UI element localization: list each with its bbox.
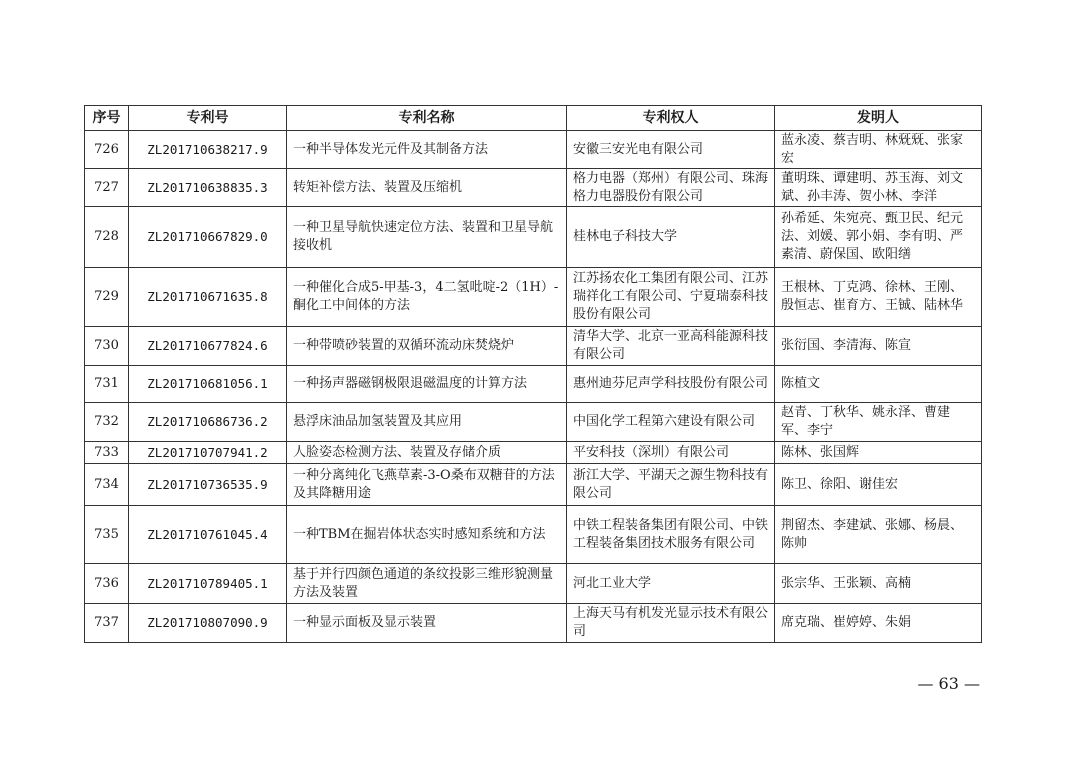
page-number: — 63 —	[917, 674, 980, 693]
table-row	[85, 564, 982, 604]
table-row	[85, 207, 982, 268]
table-row	[85, 268, 982, 327]
cell-patent-number: ZL201710736535.9	[129, 464, 287, 506]
cell-serial-no: 735	[85, 506, 129, 564]
cell-patent-name: 基于并行四颜色通道的条纹投影三维形貌测量方法及装置	[287, 564, 567, 604]
cell-patent-name: 一种带喷砂装置的双循环流动床焚烧炉	[287, 327, 567, 366]
cell-patent-number: ZL201710807090.9	[129, 604, 287, 643]
cell-inventors: 陈林、张国辉	[775, 442, 982, 464]
cell-patent-owner: 格力电器（郑州）有限公司、珠海格力电器股份有限公司	[567, 169, 775, 207]
cell-inventors: 陈卫、徐阳、谢佳宏	[775, 464, 982, 506]
table-row	[85, 506, 982, 564]
cell-serial-no: 731	[85, 366, 129, 403]
cell-patent-name: 一种催化合成5-甲基-3，4二氢吡啶-2（1H）-酮化工中间体的方法	[287, 268, 567, 327]
cell-patent-owner: 上海天马有机发光显示技术有限公司	[567, 604, 775, 643]
cell-patent-number: ZL201710761045.4	[129, 506, 287, 564]
cell-patent-name: 转矩补偿方法、装置及压缩机	[287, 169, 567, 207]
cell-inventors: 张衍国、李清海、陈宣	[775, 327, 982, 366]
cell-serial-no: 737	[85, 604, 129, 643]
cell-inventors: 张宗华、王张颖、高楠	[775, 564, 982, 604]
cell-inventors: 孙希延、朱宛亮、甄卫民、纪元法、刘媛、郭小娟、李有明、严素清、蔚保国、欧阳缮	[775, 207, 982, 268]
cell-serial-no: 726	[85, 131, 129, 169]
table-header-row	[85, 106, 982, 131]
cell-patent-owner: 平安科技（深圳）有限公司	[567, 442, 775, 464]
cell-patent-number: ZL201710686736.2	[129, 403, 287, 442]
cell-patent-owner: 安徽三安光电有限公司	[567, 131, 775, 169]
cell-patent-owner: 河北工业大学	[567, 564, 775, 604]
table-row	[85, 464, 982, 506]
cell-serial-no: 729	[85, 268, 129, 327]
cell-patent-name: 悬浮床油品加氢装置及其应用	[287, 403, 567, 442]
patent-table-container	[84, 105, 981, 643]
cell-serial-no: 734	[85, 464, 129, 506]
cell-patent-name: 人脸姿态检测方法、装置及存储介质	[287, 442, 567, 464]
cell-serial-no: 730	[85, 327, 129, 366]
cell-patent-name: 一种卫星导航快速定位方法、装置和卫星导航接收机	[287, 207, 567, 268]
cell-patent-name: 一种分离纯化飞燕草素-3-O桑布双糖苷的方法及其降糖用途	[287, 464, 567, 506]
cell-patent-name: 一种显示面板及显示装置	[287, 604, 567, 643]
header-serial-no: 序号	[85, 106, 129, 131]
cell-serial-no: 728	[85, 207, 129, 268]
table-row	[85, 327, 982, 366]
header-patent-name: 专利名称	[287, 106, 567, 131]
cell-patent-number: ZL201710707941.2	[129, 442, 287, 464]
cell-patent-owner: 江苏扬农化工集团有限公司、江苏瑞祥化工有限公司、宁夏瑞泰科技股份有限公司	[567, 268, 775, 327]
cell-patent-number: ZL201710681056.1	[129, 366, 287, 403]
cell-inventors: 董明珠、谭建明、苏玉海、刘文斌、孙丰涛、贺小林、李洋	[775, 169, 982, 207]
table-row	[85, 366, 982, 403]
table-row	[85, 403, 982, 442]
header-patent-number: 专利号	[129, 106, 287, 131]
cell-serial-no: 736	[85, 564, 129, 604]
cell-patent-number: ZL201710667829.0	[129, 207, 287, 268]
cell-inventors: 蓝永凌、蔡吉明、林兓兓、张家宏	[775, 131, 982, 169]
patent-table	[84, 105, 982, 643]
cell-patent-owner: 中铁工程装备集团有限公司、中铁工程装备集团技术服务有限公司	[567, 506, 775, 564]
cell-patent-owner: 桂林电子科技大学	[567, 207, 775, 268]
cell-inventors: 陈植文	[775, 366, 982, 403]
cell-serial-no: 732	[85, 403, 129, 442]
cell-inventors: 荆留杰、李建斌、张娜、杨晨、陈帅	[775, 506, 982, 564]
cell-patent-number: ZL201710677824.6	[129, 327, 287, 366]
cell-patent-name: 一种半导体发光元件及其制备方法	[287, 131, 567, 169]
cell-patent-owner: 中国化学工程第六建设有限公司	[567, 403, 775, 442]
cell-serial-no: 727	[85, 169, 129, 207]
cell-inventors: 赵青、丁秋华、姚永泽、曹建军、李宁	[775, 403, 982, 442]
cell-patent-number: ZL201710789405.1	[129, 564, 287, 604]
cell-patent-owner: 浙江大学、平湖天之源生物科技有限公司	[567, 464, 775, 506]
cell-patent-owner: 惠州迪芬尼声学科技股份有限公司	[567, 366, 775, 403]
cell-patent-number: ZL201710638217.9	[129, 131, 287, 169]
cell-serial-no: 733	[85, 442, 129, 464]
cell-patent-owner: 清华大学、北京一亚高科能源科技有限公司	[567, 327, 775, 366]
cell-patent-name: 一种TBM在掘岩体状态实时感知系统和方法	[287, 506, 567, 564]
table-row	[85, 604, 982, 643]
cell-inventors: 席克瑞、崔婷婷、朱娟	[775, 604, 982, 643]
cell-inventors: 王根林、丁克鸿、徐林、王刚、殷恒志、崔育方、王铖、陆林华	[775, 268, 982, 327]
table-row	[85, 442, 982, 464]
header-patent-owner: 专利权人	[567, 106, 775, 131]
header-inventors: 发明人	[775, 106, 982, 131]
cell-patent-name: 一种扬声器磁钢极限退磁温度的计算方法	[287, 366, 567, 403]
cell-patent-number: ZL201710671635.8	[129, 268, 287, 327]
table-row	[85, 131, 982, 169]
cell-patent-number: ZL201710638835.3	[129, 169, 287, 207]
table-row	[85, 169, 982, 207]
